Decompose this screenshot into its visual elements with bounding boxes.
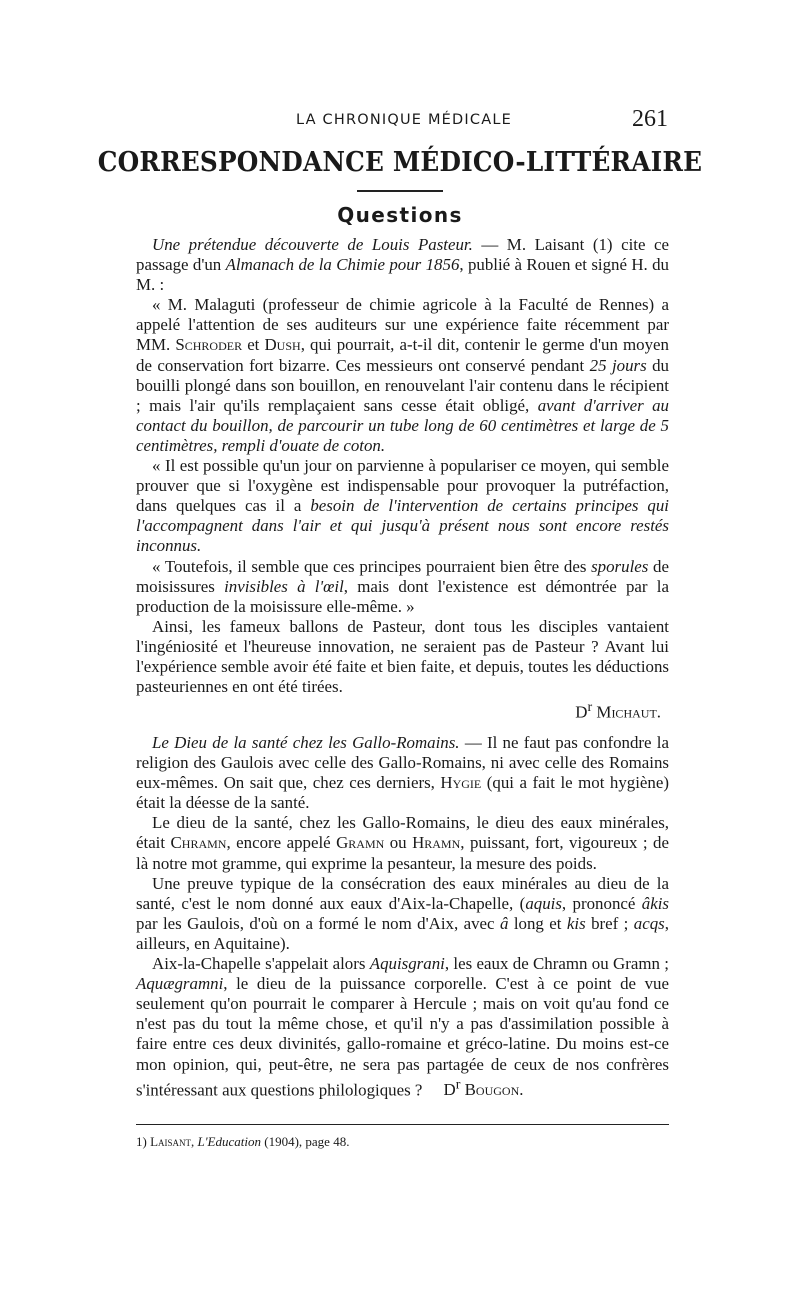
- running-title: LA CHRONIQUE MÉDICALE: [296, 112, 512, 128]
- article-pasteur: [136, 235, 669, 723]
- paragraph: Ainsi, les fameux ballons de Pasteur, dont tous les disciples vantaient l'ingéniosité et l'heureuse innovation, ne seraient pas de Pasteur ? Avant lui l'expérience semble avoir été faite et bien faite, et depuis, toutes les déductions pasteuriennes en ont été tirées.: [136, 616, 669, 697]
- article-gallo-intro: Le Dieu de la santé chez les Gallo-Romains. — Il ne faut pas confondre la religion des Gaulois avec celle des Gallo-Romains, ni avec celle des Romains eux-mêmes. On sait que, chez ces derniers, Hygie (qui a fait le mot hygiène) était la déesse de la santé.: [136, 733, 669, 813]
- footnote: 1) Laisant, L'Education (1904), page 48.: [136, 1134, 350, 1149]
- quote-paragraph: « M. Malaguti (professeur de chimie agricole à la Faculté de Rennes) a appelé l'attention de ses auditeurs sur une expérience faite récemment par MM. Schroder et Dush, qui pourrait, a-t-il dit, contenir le germe d'un moyen de conservation fort bizarre. Ces messieurs ont conservé pendant 25 jours du bouilli plongé dans son bouillon, en renouvelant l'air contenu dans le récipient ; mais l'air qu'ils remplaçaient sans cesse était obligé, avant d'arriver au contact du bouillon, de parcourir un tube long de 60 centimètres et large de 5 centimètres, rempli d'ouate de coton.: [136, 295, 670, 455]
- signature: $D^r$ Michaut.: [575, 699, 661, 722]
- person-name: Schroder: [175, 335, 243, 355]
- running-head: [0, 106, 800, 136]
- article-gallo-romains: [136, 733, 669, 1100]
- signature: $D^r$ Bougon.: [443, 1076, 524, 1100]
- quote-paragraph: « Il est possible qu'un jour on parvienne à populariser ce moyen, qui semble prouver que si l'oxygène est indispensable pour provoquer la putréfaction, dans quelques cas il a besoin de l'intervention de certains principes qui l'accompagnent dans l'air et qui jusqu'à présent nous sont encore restés inconnus.: [136, 456, 669, 556]
- footnote-rule: [136, 1124, 669, 1125]
- article-title: Une prétendue découverte de Louis Pasteur.: [152, 235, 473, 254]
- title-rule: [357, 190, 443, 192]
- page-title: CORRESPONDANCE MÉDICO-LITTÉRAIRE: [97, 146, 703, 178]
- article-title: Le Dieu de la santé chez les Gallo-Romains.: [152, 733, 460, 752]
- section-heading: Questions: [337, 203, 463, 227]
- article-pasteur-intro: Une prétendue découverte de Louis Pasteur. — M. Laisant (1) cite ce passage d'un Almanach de la Chimie pour 1856, publié à Rouen et signé H. du M. :: [136, 235, 669, 295]
- page-number: 261: [632, 106, 668, 132]
- person-name: Dush: [264, 335, 301, 355]
- paragraph: Une preuve typique de la consécration des eaux minérales au dieu de la santé, c'est le nom donné aux eaux d'Aix-la-Chapelle, (aquis, prononcé âkis par les Gaulois, d'où on a formé le nom d'Aix, avec â long et kis bref ; acqs, ailleurs, en Aquitaine).: [136, 873, 669, 953]
- quote-paragraph: « Toutefois, il semble que ces principes pourraient bien être des sporules de moisissures invisibles à l'œil, mais dont l'existence est démontrée par la production de la moisissure elle-même. »: [136, 556, 669, 616]
- paragraph: Aix-la-Chapelle s'appelait alors Aquisgrani, les eaux de Chramn ou Gramn ; Aquægramni, le dieu de la puissance corporelle. C'est à ce point de vue seulement qu'on pourrait le comparer à Hercule ; mais on voit qu'au fond ce n'est pas du tout la même chose, et qu'il n'y a pas d'assimilation possible à faire entre ces deux divinités, gallo-romaine et gréco-latine. Du moins est-ce mon opinion, qui, peut-être, ne sera pas partagée de ceux de nos confrères s'intéressant aux questions philologiques ? $D^r$ Bougon.: [136, 954, 669, 1100]
- paragraph: Le dieu de la santé, chez les Gallo-Romains, le dieu des eaux minérales, était Chramn, encore appelé Gramn ou Hramn, puissant, fort, vigoureux ; de là notre mot gramme, qui exprime la pesanteur, la mesure des poids.: [136, 813, 669, 873]
- book-title: Almanach de la Chimie pour 1856: [225, 255, 460, 275]
